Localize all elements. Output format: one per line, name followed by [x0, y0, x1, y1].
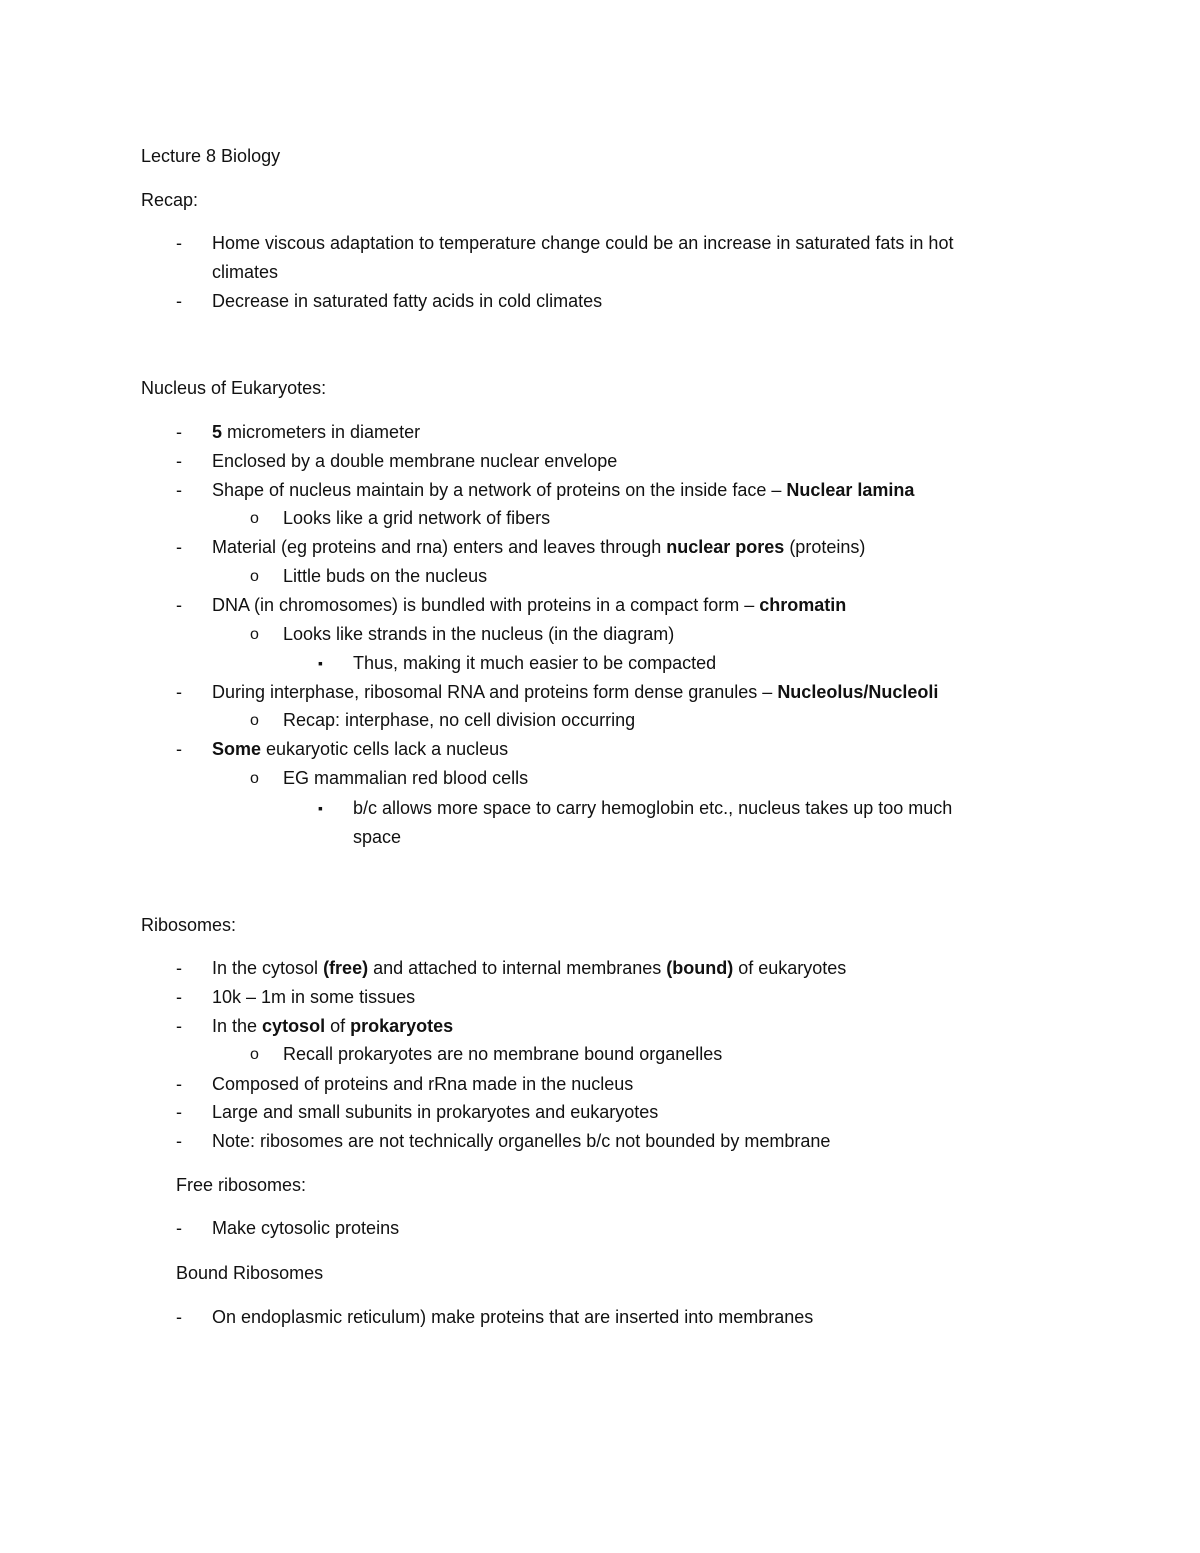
circle-bullet: o	[250, 626, 259, 643]
nucleus-subitem: EG mammalian red blood cells	[283, 768, 529, 788]
dash-bullet: -	[176, 958, 182, 978]
nucleus-subitem: Looks like a grid network of fibers	[283, 508, 551, 528]
nucleus-subitem: Little buds on the nucleus	[283, 566, 488, 586]
dash-bullet: -	[176, 422, 182, 442]
dash-bullet: -	[176, 739, 182, 759]
circle-bullet: o	[250, 770, 259, 787]
bound-ribosomes-heading: Bound Ribosomes	[176, 1263, 324, 1283]
circle-bullet: o	[250, 510, 259, 527]
bold-term: chromatin	[759, 595, 847, 615]
item-text: of eukaryotes	[733, 958, 847, 978]
recap-item: Decrease in saturated fatty acids in cold climates	[212, 291, 603, 311]
ribosomes-subitem: Recall prokaryotes are no membrane bound organelles	[283, 1044, 723, 1064]
ribosomes-item: 10k – 1m in some tissues	[212, 987, 416, 1007]
nucleus-subitem: Recap: interphase, no cell division occurring	[283, 710, 636, 730]
ribosomes-item	[212, 954, 846, 983]
bold-term: (free)	[323, 958, 369, 978]
ribosomes-item: Composed of proteins and rRna made in the nucleus	[212, 1074, 634, 1094]
nucleus-subsubitem: b/c allows more space to carry hemoglobin etc., nucleus takes up too much	[353, 798, 953, 818]
bold-term: Nuclear lamina	[786, 480, 915, 500]
nucleus-item	[212, 533, 865, 562]
item-text: In the	[212, 1016, 263, 1036]
nucleus-item	[212, 476, 914, 505]
item-text: Material (eg proteins and rna) enters and leaves through	[212, 537, 667, 557]
dash-bullet: -	[176, 1131, 182, 1151]
recap-heading: Recap:	[141, 190, 199, 210]
free-ribosomes-heading: Free ribosomes:	[176, 1175, 307, 1195]
item-text: DNA (in chromosomes) is bundled with proteins in a compact form –	[212, 595, 760, 615]
dash-bullet: -	[176, 1102, 182, 1122]
nucleus-subsubitem-continued: space	[353, 827, 402, 847]
nucleus-item	[212, 418, 420, 447]
item-text: and attached to internal membranes	[368, 958, 667, 978]
circle-bullet: o	[250, 712, 259, 729]
bold-term: (bound)	[666, 958, 734, 978]
circle-bullet: o	[250, 1046, 259, 1063]
recap-item-continued: climates	[212, 262, 279, 282]
dash-bullet: -	[176, 537, 182, 557]
dash-bullet: -	[176, 451, 182, 471]
nucleus-item	[212, 591, 846, 620]
dash-bullet: -	[176, 480, 182, 500]
free-ribosomes-item: Make cytosolic proteins	[212, 1218, 400, 1238]
dash-bullet: -	[176, 233, 182, 253]
recap-item: Home viscous adaptation to temperature change could be an increase in saturated fats in hot	[212, 233, 954, 253]
item-text: (proteins)	[784, 537, 866, 557]
ribosomes-item: Note: ribosomes are not technically organelles b/c not bounded by membrane	[212, 1131, 831, 1151]
item-text: of	[325, 1016, 351, 1036]
item-text: In the cytosol	[212, 958, 324, 978]
square-bullet: ▪	[318, 655, 323, 671]
bold-term: nuclear pores	[666, 537, 785, 557]
dash-bullet: -	[176, 291, 182, 311]
nucleus-subsubitem: Thus, making it much easier to be compacted	[353, 653, 717, 673]
circle-bullet: o	[250, 568, 259, 585]
ribosomes-heading: Ribosomes:	[141, 915, 237, 935]
nucleus-subitem: Looks like strands in the nucleus (in the diagram)	[283, 624, 675, 644]
bold-term: prokaryotes	[350, 1016, 454, 1036]
bold-term: cytosol	[262, 1016, 326, 1036]
item-text: Shape of nucleus maintain by a network of proteins on the inside face –	[212, 480, 787, 500]
ribosomes-item: Large and small subunits in prokaryotes and eukaryotes	[212, 1102, 659, 1122]
dash-bullet: -	[176, 987, 182, 1007]
item-text: eukaryotic cells lack a nucleus	[261, 739, 509, 759]
nucleus-item	[212, 678, 938, 707]
bold-term: Nucleolus/Nucleoli	[777, 682, 939, 702]
dash-bullet: -	[176, 1016, 182, 1036]
item-text: micrometers in diameter	[222, 422, 421, 442]
page-title: Lecture 8 Biology	[141, 146, 281, 166]
dash-bullet: -	[176, 1307, 182, 1327]
dash-bullet: -	[176, 1218, 182, 1238]
square-bullet: ▪	[318, 800, 323, 816]
item-text: During interphase, ribosomal RNA and proteins form dense granules –	[212, 682, 778, 702]
dash-bullet: -	[176, 682, 182, 702]
ribosomes-item	[212, 1012, 453, 1041]
bold-term: 5	[212, 422, 223, 442]
dash-bullet: -	[176, 1074, 182, 1094]
nucleus-item	[212, 735, 508, 764]
nucleus-item: Enclosed by a double membrane nuclear envelope	[212, 451, 618, 471]
dash-bullet: -	[176, 595, 182, 615]
nucleus-heading: Nucleus of Eukaryotes:	[141, 378, 327, 398]
bold-term: Some	[212, 739, 262, 759]
bound-ribosomes-item: On endoplasmic reticulum) make proteins that are inserted into membranes	[212, 1307, 814, 1327]
